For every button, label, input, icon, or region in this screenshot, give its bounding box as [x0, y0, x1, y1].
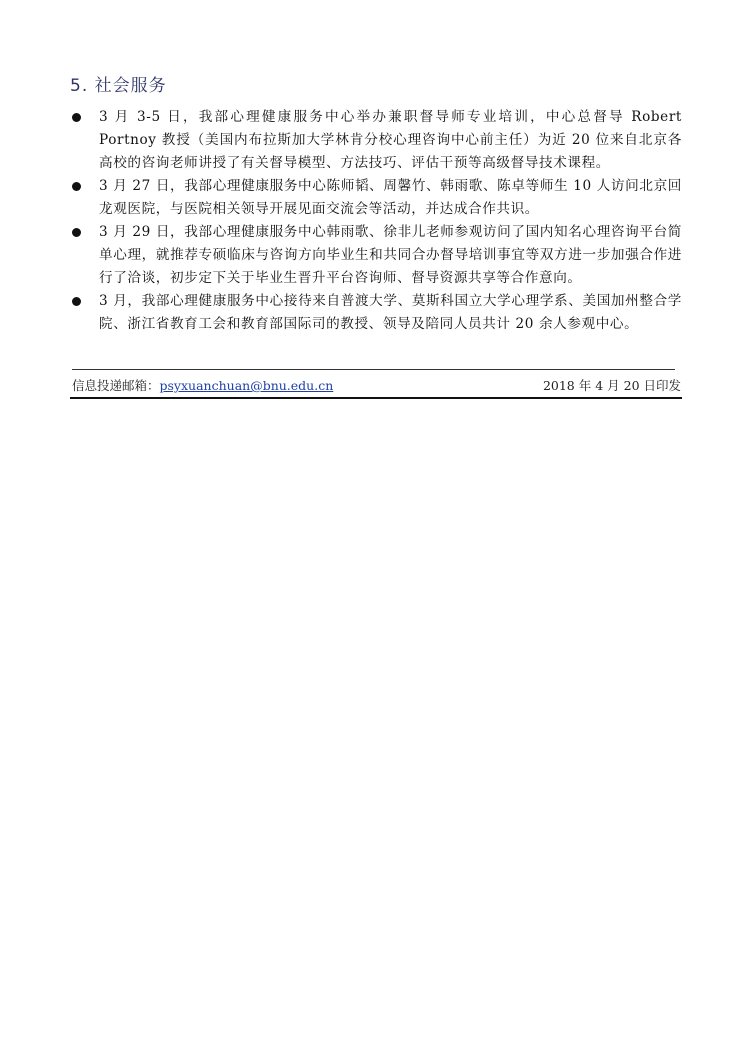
bullet-icon	[72, 113, 81, 122]
issue-date: 2018 年 4 月 20 日印发	[542, 378, 681, 393]
list-item-text: 3 月，我部心理健康服务中心接待来自普渡大学、莫斯科国立大学心理学系、美国加州整合学院、浙江省教育工会和教育部国际司的教授、领导及陪同人员共计 20 余人参观中心。	[99, 293, 682, 332]
list-item	[70, 175, 682, 221]
footer-contact	[72, 376, 333, 394]
footer	[72, 376, 681, 396]
footer-divider-thick	[70, 397, 682, 399]
list-item-text: 3 月 27 日，我部心理健康服务中心陈师韬、周馨竹、韩雨歌、陈卓等师生 10 人访问北京回龙观医院，与医院相关领导开展见面交流会等活动，并达成合作共识。	[99, 178, 682, 217]
email-label: 信息投递邮箱：	[72, 378, 160, 393]
list-item	[70, 290, 682, 336]
section-number: 5.	[70, 76, 89, 96]
section-title: 社会服务	[94, 76, 167, 96]
bullet-icon	[72, 182, 81, 191]
footer-divider-thin	[72, 369, 675, 370]
email-link[interactable]: psyxuanchuan@bnu.edu.cn	[159, 378, 334, 393]
list-item	[70, 106, 682, 175]
service-list	[70, 106, 682, 336]
section-heading	[70, 71, 167, 96]
bullet-icon	[72, 228, 81, 237]
bullet-icon	[72, 297, 81, 306]
list-item-text: 3 月 29 日，我部心理健康服务中心韩雨歌、徐非儿老师参观访问了国内知名心理咨询平台简单心理，就推荐专硕临床与咨询方向毕业生和共同合办督导培训事宜等双方进一步加强合作进行了洽谈，初步定下关于毕业生晋升平台咨询师、督导资源共享等合作意向。	[99, 224, 682, 286]
list-item-text: 3 月 3-5 日，我部心理健康服务中心举办兼职督导师专业培训，中心总督导 Robert Portnoy 教授（美国内布拉斯加大学林肯分校心理咨询中心前主任）为近 20 位来自北京各高校的咨询老师讲授了有关督导模型、方法技巧、评估干预等高级督导技术课程。	[99, 109, 682, 171]
list-item	[70, 221, 682, 290]
